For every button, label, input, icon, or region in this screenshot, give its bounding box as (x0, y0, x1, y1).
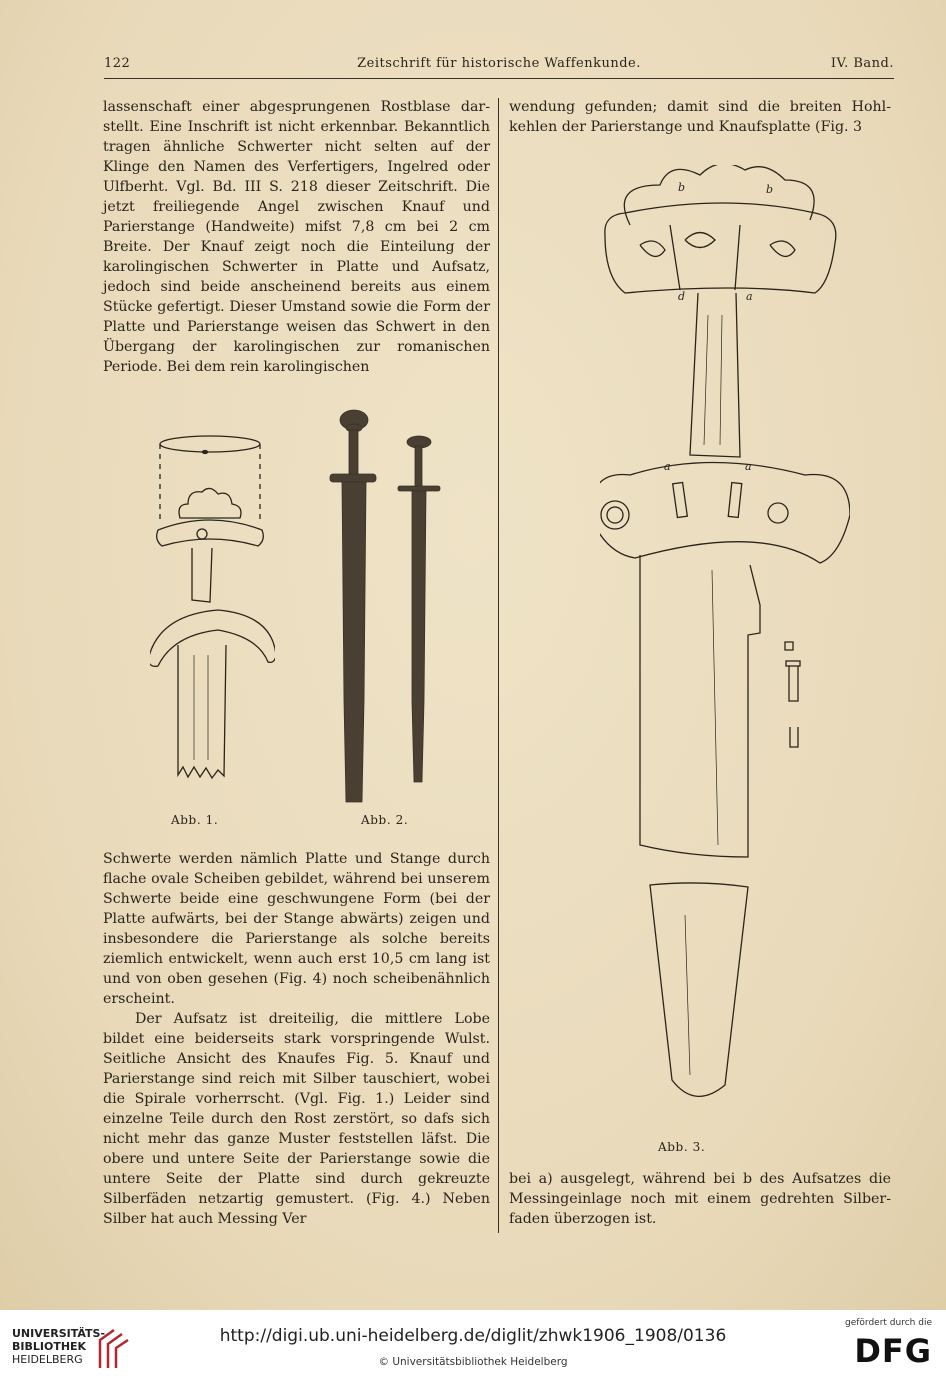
permalink-url[interactable]: http://digi.ub.uni-heidelberg.de/diglit/zhwk1906_1908/0136 (219, 1326, 727, 1346)
label-d: d (678, 290, 686, 303)
library-line-1: UNIVERSITÄTS- (12, 1327, 106, 1340)
figure-1-hilt-drawing (150, 430, 275, 810)
figure-2-swords-photo (316, 402, 456, 812)
running-header (104, 56, 894, 80)
body-text-right-top: wendung gefunden; damit sind die breiten Hohlkehlen der Parierstange und Knaufsplatte (Fig. 3 (509, 99, 891, 135)
label-a-left: a (664, 460, 671, 473)
library-line-3: HEIDELBERG (12, 1353, 83, 1366)
paragraph-1: Schwerte werden nämlich Platte und Stange durch flache ovale Scheiben gebildet, während bei unserem Schwerte beide eine geschwungene Form (bei der Platte aufwärts, bei der Stange abwärts) zeigen und insbesondere die Parierstange als solche bereits ziemlich entwickelt, wenn auch erst 10,5 cm lang ist und von oben gesehen (Fig. 4) noch scheibenähnlich erscheint. (103, 851, 490, 1007)
paragraph-2: Der Aufsatz ist dreiteilig, die mittlere Lobe bildet eine beiderseits stark vorspringende Wulst. Seitliche Ansicht des Knaufes Fig. 5. Knauf und Parierstange sind reich mit Silber tauschiert, wobei die Spirale vorherrscht. (Vgl. Fig. 1.) Leider sind einzelne Teile durch den Rost zerstört, so dafs sich nicht mehr das ganze Muster feststellen läfst. Die obere und untere Seite der Parierstange sowie die untere Seite der Platte sind durch gekreuzte Silberfäden netzartig gemustert. (Fig. 4.) Neben Silber hat auch Messing Ver (103, 1011, 490, 1227)
header-rule (104, 78, 894, 79)
caption-figure-2: Abb. 2. (361, 813, 409, 827)
library-line-2: BIBLIOTHEK (12, 1340, 87, 1353)
body-text-right-bottom: bei a) ausgelegt, während bei b des Aufsatzes die Messingeinlage noch mit einem gedrehten Silberfaden überzogen ist. (509, 1171, 891, 1227)
label-a-top: a (746, 290, 753, 303)
column-divider (498, 98, 499, 1233)
label-b-right: b (766, 183, 774, 196)
volume-label: IV. Band. (830, 56, 894, 71)
running-title: Zeitschrift für historische Waffenkunde. (357, 56, 641, 71)
body-text-left-bottom (103, 849, 490, 1229)
label-b-left: b (678, 181, 686, 194)
figure-3-sword-drawing (600, 165, 850, 1165)
page-number: 122 (104, 56, 131, 71)
copyright-notice: © Universitätsbibliothek Heidelberg (378, 1356, 568, 1368)
label-a-right: a (745, 460, 752, 473)
caption-figure-3: Abb. 3. (658, 1140, 706, 1154)
funded-by-label: gefördert durch die (845, 1318, 932, 1328)
footer-bar (0, 1310, 946, 1378)
body-text-left-top: lassenschaft einer abgesprungenen Rostblase darstellt. Eine Inschrift ist nicht erkennbar. Bekanntlich tragen ähnliche Schwerter nicht selten auf der Klinge den Namen des Verfertigers, Ingelred oder Ulfberht. Vgl. Bd. III S. 218 dieser Zeitschrift. Die jetzt freiliegende Angel zwischen Knauf und Parierstange (Handweite) mifst 7,8 cm bei 2 cm Breite. Der Knauf zeigt noch die Einteilung der karolingischen Schwerter in Platte und Aufsatz, jedoch sind beide anscheinend bereits aus einem Stücke gefertigt. Dieser Umstand sowie die Form der Platte und Parierstange weisen das Schwert in den Übergang der karolingischen zur romanischen Periode. Bei dem rein karolingischen (103, 99, 490, 375)
dfg-logo: DFG (854, 1332, 932, 1370)
caption-figure-1: Abb. 1. (171, 813, 219, 827)
